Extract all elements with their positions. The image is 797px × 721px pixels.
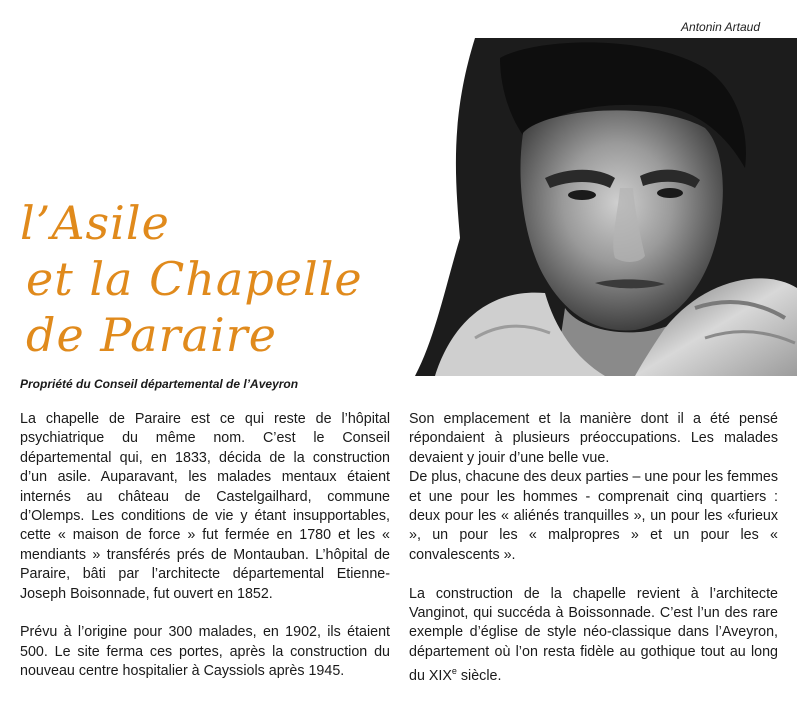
right-paragraph-2 [409,585,778,687]
article-subtitle: Propriété du Conseil départemental de l’Aveyron [20,377,299,391]
right-paragraph-1a: Son emplacement et la manière dont il a été pensé répondaient à plusieurs préoccupations. Les malades devaient y jouir d’une belle vue. [409,411,778,466]
left-paragraph-2: Prévu à l’origine pour 300 malades, en 1902, ils étaient 500. Le site ferma ces portes, après la construction du nouveau centre hospitalier à Cayssiols après 1945. [20,624,390,680]
portrait-photo [405,38,797,376]
left-paragraph-1: La chapelle de Paraire est ce qui reste de l’hôpital psychiatrique du même nom. C’est le Conseil départemental qui, en 1833, décida de la construction d’un asile. Auparavant, les malades mentaux étaient internés au château de Castelgailhard, commune d’Olemps. Les conditions de vie y étant insupportables, cette « maison de force » fut fermée en 1780 et les « mendiants » transférés prés de Montauban. L’hôpital de Paraire, bâti par l’architecte départemental Etienne-Joseph Boisonnade, fut ouvert en 1852. [20,411,390,602]
century-superscript: e [451,666,457,677]
article-title [20,195,363,363]
right-paragraph-2-text: La construction de la chapelle revient à l’architecte Vanginot, qui succéda à Boissonnade. C’est l’un des rare exemple d’église de style néo-classique dans l’Aveyron, département où l’on resta fidèle au gothique tout au long du XIX [409,585,778,685]
title-line-1: l’Asile [20,196,170,250]
title-line-3: de Paraire [26,308,277,362]
left-text-column [20,410,390,682]
right-text-column [409,410,778,686]
title-line-2: et la Chapelle [26,252,363,306]
right-paragraph-2-end: siècle. [456,668,502,685]
right-paragraph-1b: De plus, chacune des deux parties – une pour les femmes et une pour les hommes - comprenait cinq quartiers : deux pour les « aliénés tranquilles », un pour les «furieux », un pour les « malpropres » et un pour les « convalescents ». [409,469,778,563]
photo-caption: Antonin Artaud [681,20,760,34]
